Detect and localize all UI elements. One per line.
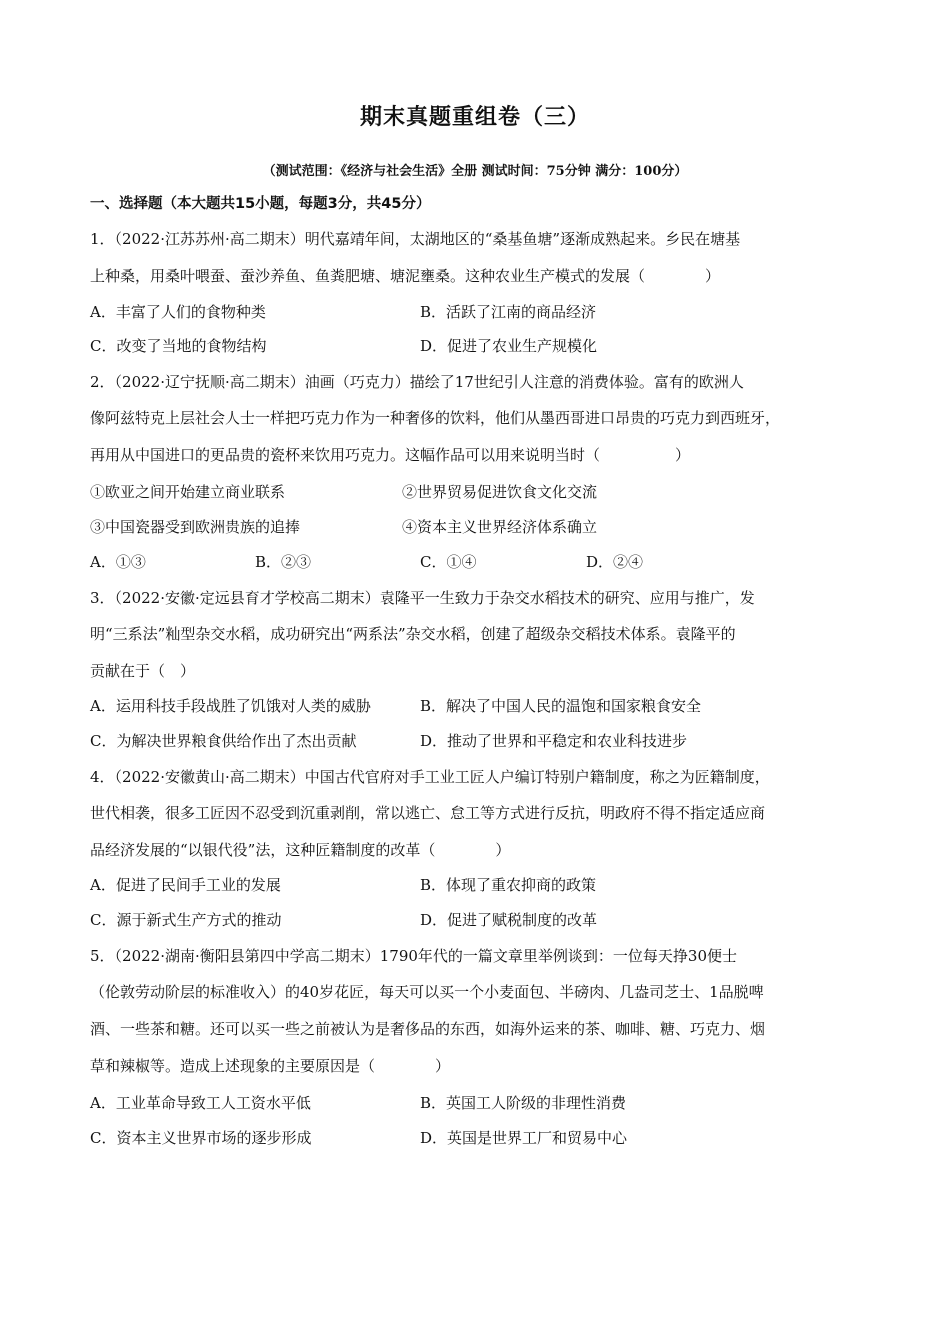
question-3-option-d: D．推动了世界和平稳定和农业科技进步: [420, 732, 688, 750]
question-2-stem-line-2: 像阿兹特克上层社会人士一样把巧克力作为一种奢侈的饮料，他们从墨西哥进口昂贵的巧克力到西班牙，: [90, 409, 781, 427]
question-1-option-a: A．丰富了人们的食物种类: [90, 303, 266, 321]
page-title: 期末真题重组卷（三）: [359, 105, 590, 130]
question-4-option-a: A．促进了民间手工业的发展: [90, 876, 281, 894]
question-4-stem-line-1: 4．（2022·安徽黄山·高二期末）中国古代官府对手工业工匠人户编订特别户籍制度，称之为匠籍制度，: [90, 768, 770, 786]
question-2-option-d: D．②④: [586, 553, 644, 571]
question-3-stem-line-2: 明“三系法”籼型杂交水稻，成功研究出“两系法”杂交水稻，创建了超级杂交稻技术体系。袁隆平的: [90, 625, 736, 643]
question-2-option-a: A．①③: [90, 553, 146, 571]
question-3-stem-line-3: 贡献在于（ ）: [90, 662, 196, 680]
question-1-option-b: B．活跃了江南的商品经济: [420, 303, 597, 321]
question-1-stem-line-2: 上种桑，用桑叶喂蚕、蚕沙养鱼、鱼粪肥塘、塘泥壅桑。这种农业生产模式的发展（ ）: [90, 267, 721, 285]
question-3-option-a: A．运用科技手段战胜了饥饿对人类的威胁: [90, 697, 371, 715]
question-5-option-d: D．英国是世界工厂和贸易中心: [420, 1129, 628, 1147]
question-3-option-b: B．解决了中国人民的温饱和国家粮食安全: [420, 697, 702, 715]
question-1-stem-line-1: 1．（2022·江苏苏州·高二期末）明代嘉靖年间，太湖地区的“桑基鱼塘”逐渐成熟起来。乡民在塘基: [90, 230, 741, 248]
question-2-option-c: C．①④: [420, 553, 477, 571]
exam-info: （测试范围：《经济与社会生活》全册 测试时间：75分钟 满分：100分）: [262, 164, 688, 179]
question-2-option-b: B．②③: [255, 553, 312, 571]
question-4-stem-line-2: 世代相袭，很多工匠因不忍受到沉重剥削，常以逃亡、怠工等方式进行反抗，明政府不得不指定适应商: [90, 804, 766, 822]
question-4-option-b: B．体现了重农抑商的政策: [420, 876, 597, 894]
question-2-statement-1: ①欧亚之间开始建立商业联系: [90, 483, 286, 501]
question-2-statement-2: ②世界贸易促进饮食文化交流: [402, 483, 598, 501]
question-2-stem-line-3: 再用从中国进口的更品贵的瓷杯来饮用巧克力。这幅作品可以用来说明当时（ ）: [90, 446, 691, 464]
section-heading: 一、选择题（本大题共15小题，每题3分，共45分）: [90, 196, 431, 212]
question-1-option-c: C．改变了当地的食物结构: [90, 337, 267, 355]
question-4-option-c: C．源于新式生产方式的推动: [90, 911, 282, 929]
question-4-option-d: D．促进了赋税制度的改革: [420, 911, 598, 929]
question-5-stem-line-3: 酒、一些茶和糖。还可以买一些之前被认为是奢侈品的东西，如海外运来的茶、咖啡、糖、巧克力、烟: [90, 1020, 766, 1038]
question-5-option-b: B．英国工人阶级的非理性消费: [420, 1094, 627, 1112]
question-5-stem-line-2: （伦敦劳动阶层的标准收入）的40岁花匠，每天可以买一个小麦面包、半磅肉、几盎司芝士、1品脱啤: [90, 983, 764, 1001]
question-2-statement-4: ④资本主义世界经济体系确立: [402, 518, 598, 536]
question-5-stem-line-4: 草和辣椒等。造成上述现象的主要原因是（ ）: [90, 1057, 451, 1075]
question-5-option-a: A．工业革命导致工人工资水平低: [90, 1094, 311, 1112]
question-3-option-c: C．为解决世界粮食供给作出了杰出贡献: [90, 732, 357, 750]
question-1-option-d: D．促进了农业生产规模化: [420, 337, 598, 355]
question-2-statement-3: ③中国瓷器受到欧洲贵族的追捧: [90, 518, 301, 536]
question-3-stem-line-1: 3．（2022·安徽·定远县育才学校高二期末）袁隆平一生致力于杂交水稻技术的研究、应用与推广，发: [90, 589, 755, 607]
question-2-stem-line-1: 2．（2022·辽宁抚顺·高二期末）油画（巧克力）描绘了17世纪引人注意的消费体验。富有的欧洲人: [90, 373, 744, 391]
question-5-stem-line-1: 5．（2022·湖南·衡阳县第四中学高二期末）1790年代的一篇文章里举例谈到：一位每天挣30便士: [90, 947, 738, 965]
question-5-option-c: C．资本主义世界市场的逐步形成: [90, 1129, 312, 1147]
question-4-stem-line-3: 品经济发展的“以银代役”法，这种匠籍制度的改革（ ）: [90, 841, 511, 859]
